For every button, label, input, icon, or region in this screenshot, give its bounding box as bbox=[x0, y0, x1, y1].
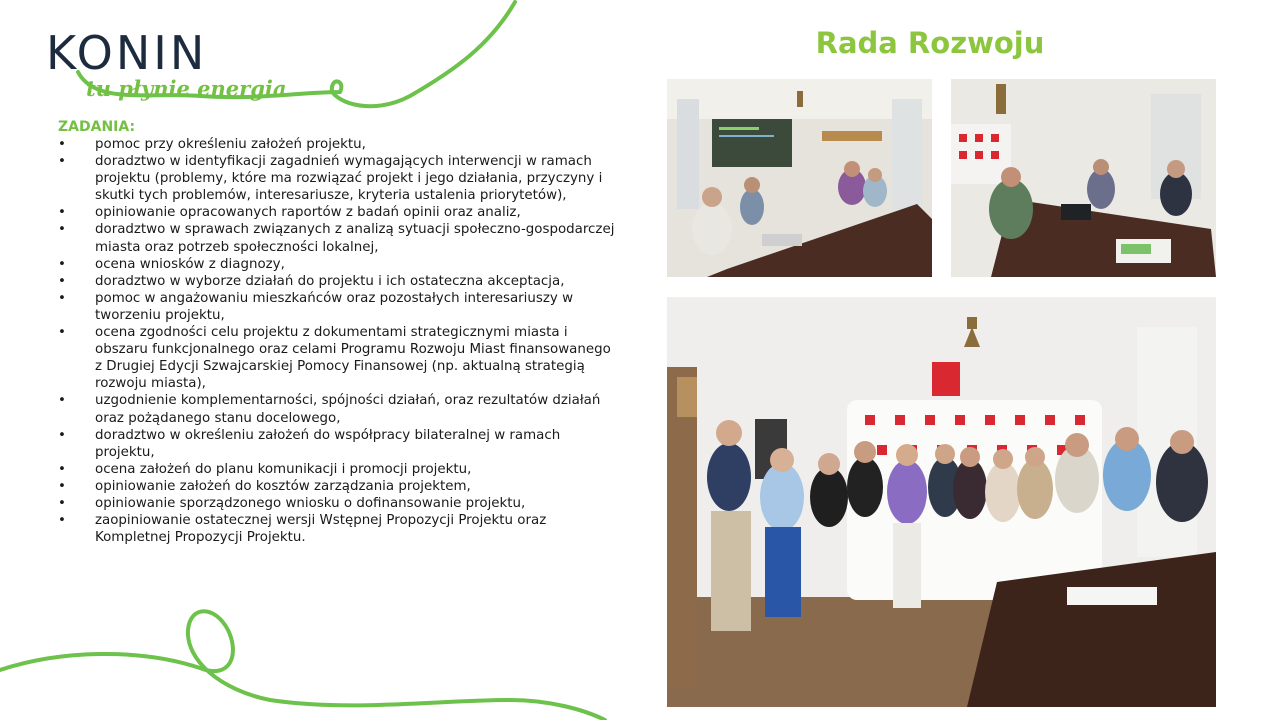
task-item: • doradztwo w wyborze działań do projektu i ich ostateczna akceptacja, bbox=[58, 273, 618, 290]
meeting-photo-laptops bbox=[951, 79, 1216, 277]
task-item: • uzgodnienie komplementarności, spójności działań, oraz rezultatów działań oraz pożądanego stanu docelowego, bbox=[58, 392, 618, 426]
meeting-photo-projector bbox=[667, 79, 932, 277]
task-item: • ocena założeń do planu komunikacji i promocji projektu, bbox=[58, 461, 618, 478]
konin-logo-wordmark: KONIN bbox=[46, 26, 208, 80]
task-item: • zaopiniowanie ostatecznej wersji Wstępnej Propozycji Projektu oraz Kompletnej Propozycji Projektu. bbox=[58, 512, 618, 546]
task-item: • ocena zgodności celu projektu z dokumentami strategicznymi miasta i obszaru funkcjonalnego oraz celami Programu Rozwoju Miast finansowanego z Drugiej Edycji Szwajcarskiej Pomocy Finansowej (np. aktualną strategią rozwoju miasta), bbox=[58, 324, 618, 392]
task-item: • opiniowanie założeń do kosztów zarządzania projektem, bbox=[58, 478, 618, 495]
group-photo-council bbox=[667, 297, 1216, 707]
task-item: • opiniowanie opracowanych raportów z badań opinii oraz analiz, bbox=[58, 204, 618, 221]
task-item: • doradztwo w identyfikacji zagadnień wymagających interwencji w ramach projektu (problemy, które ma rozwiązać projekt i jego działania, przyczyny i skutki tych problemów, interesariusze, kryteria ustalenia priorytetów), bbox=[58, 153, 618, 204]
task-item: • pomoc przy określeniu założeń projektu, bbox=[58, 136, 618, 153]
task-item: • ocena wniosków z diagnozy, bbox=[58, 256, 618, 273]
bottom-loop-curve bbox=[0, 611, 605, 720]
task-item: • doradztwo w sprawach związanych z analizą sytuacji społeczno-gospodarczej miasta oraz potrzeb społeczności lokalnej, bbox=[58, 221, 618, 255]
tasks-heading: ZADANIA: bbox=[58, 119, 136, 135]
task-item: • pomoc w angażowaniu mieszkańców oraz pozostałych interesariuszy w tworzeniu projektu, bbox=[58, 290, 618, 324]
tasks-section bbox=[58, 119, 618, 546]
konin-logo-tagline: tu płynie energia bbox=[86, 76, 287, 101]
task-item: • opiniowanie sporządzonego wniosku o dofinansowanie projektu, bbox=[58, 495, 618, 512]
slide-title: Rada Rozwoju bbox=[815, 26, 1045, 60]
task-item: • doradztwo w określeniu założeń do współpracy bilateralnej w ramach projektu, bbox=[58, 427, 618, 461]
tasks-list bbox=[58, 136, 618, 546]
